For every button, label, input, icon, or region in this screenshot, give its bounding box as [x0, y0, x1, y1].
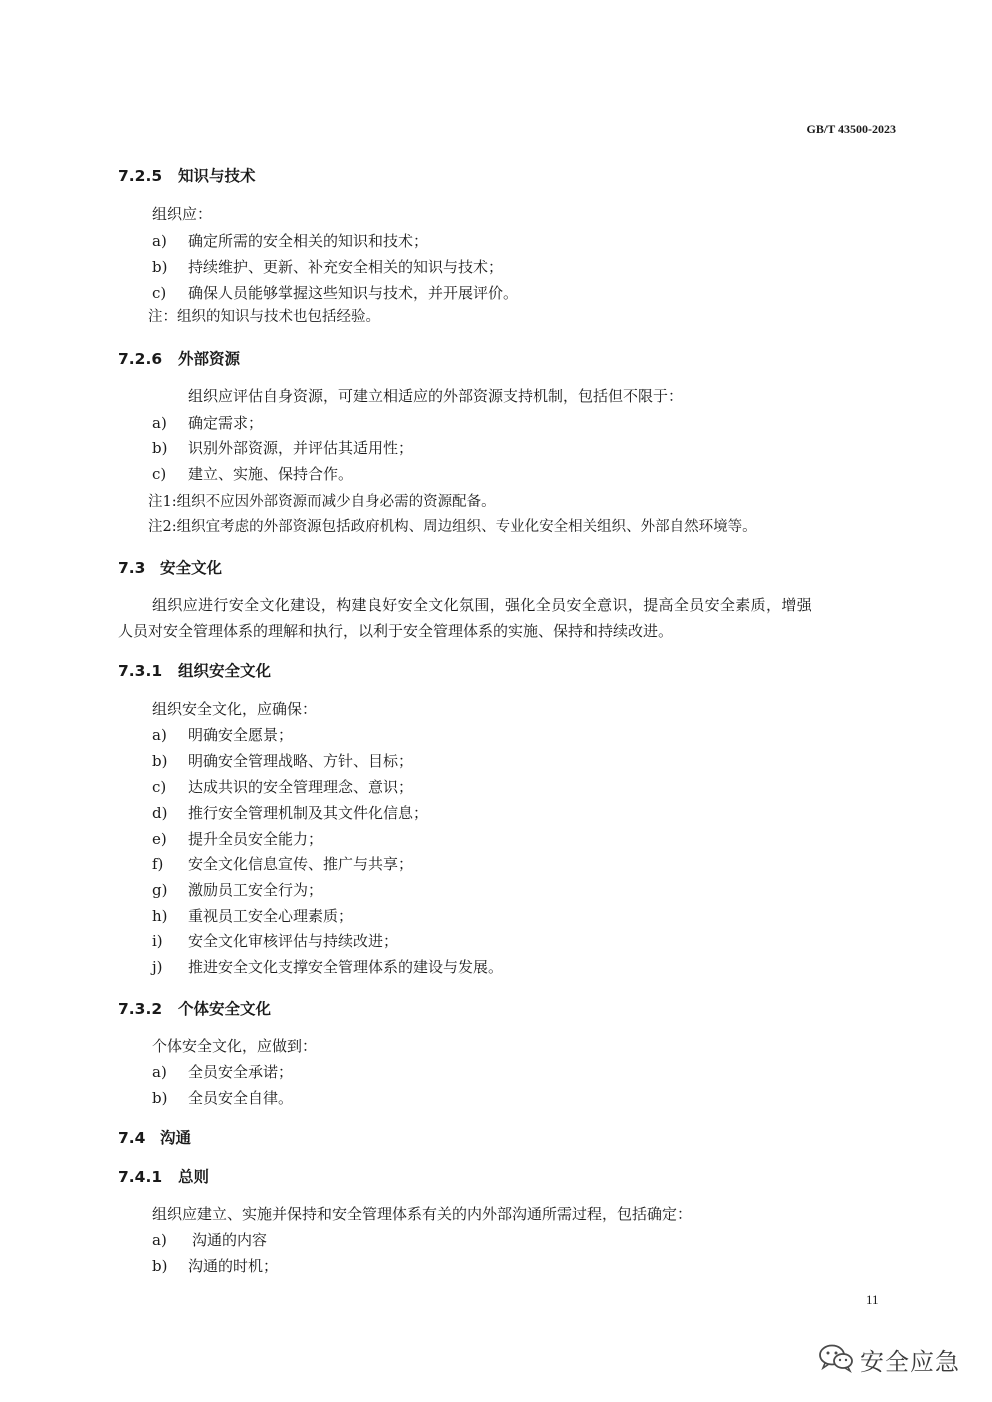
list-text: 明确安全管理战略、方针、目标； — [188, 752, 414, 770]
section-heading-7-4 — [118, 1126, 191, 1148]
list-label: b) — [152, 258, 168, 276]
list-text: 推进安全文化支撑安全管理体系的建设与发展。 — [188, 958, 504, 976]
list-text: 提升全员安全能力； — [188, 830, 324, 848]
list-text: 沟通的时机； — [188, 1257, 279, 1275]
list-item — [152, 776, 413, 797]
list-label: b) — [152, 752, 168, 770]
list-item — [152, 930, 398, 951]
section-number: 7.4.1 — [118, 1168, 163, 1186]
list-text: 全员安全承诺； — [188, 1063, 294, 1081]
list-label: b) — [152, 1257, 168, 1275]
list-label: a) — [152, 1231, 167, 1249]
list-item — [152, 724, 293, 745]
list-item — [152, 879, 323, 900]
list-label: e) — [152, 830, 167, 848]
list-text: 建立、实施、保持合作。 — [188, 465, 354, 483]
list-item — [152, 463, 353, 484]
note: 注2:组织宜考虑的外部资源包括政府机构、周边组织、专业化安全相关组织、外部自然环境等。 — [148, 519, 757, 535]
list-item — [152, 828, 323, 849]
list-text: 推行安全管理机制及其文件化信息； — [188, 804, 429, 822]
list-item — [152, 282, 518, 303]
section-number: 7.3 — [118, 559, 146, 577]
section-number: 7.3.2 — [118, 1000, 163, 1018]
list-label: b) — [152, 1089, 168, 1107]
section-number: 7.2.6 — [118, 350, 163, 368]
section-heading-7-3 — [118, 556, 222, 578]
page-number: 11 — [866, 1292, 879, 1307]
list-item — [152, 1061, 293, 1082]
section-heading-7-3-1 — [118, 659, 271, 681]
section-heading-7-2-5 — [118, 164, 256, 186]
list-label: c) — [152, 284, 167, 302]
list-text: 重视员工安全心理素质； — [188, 907, 354, 925]
paragraph: 人员对安全管理体系的理解和执行，以利于安全管理体系的实施、保持和持续改进。 — [118, 622, 674, 640]
section-title: 沟通 — [160, 1129, 192, 1147]
section-title: 总则 — [178, 1168, 210, 1186]
standard-number: GB/T 43500-2023 — [806, 122, 896, 136]
wechat-icon — [818, 1343, 854, 1377]
list-text: 沟通的内容 — [192, 1231, 268, 1249]
section-heading-7-4-1 — [118, 1165, 209, 1187]
list-label: a) — [152, 414, 167, 432]
list-item — [152, 905, 353, 926]
paragraph: 组织应建立、实施并保持和安全管理体系有关的内外部沟通所需过程，包括确定： — [152, 1205, 693, 1223]
paragraph: 组织应进行安全文化建设，构建良好安全文化氛围，强化全员安全意识，提高全员安全素质，增强 — [152, 596, 813, 614]
list-item — [152, 1229, 267, 1250]
section-title: 安全文化 — [160, 559, 223, 577]
list-item — [152, 230, 428, 251]
section-number: 7.4 — [118, 1129, 146, 1147]
watermark — [818, 1342, 960, 1377]
list-item — [152, 1255, 278, 1276]
list-item — [152, 412, 263, 433]
section-title: 外部资源 — [178, 350, 241, 368]
list-item — [152, 853, 413, 874]
list-text: 全员安全自律。 — [188, 1089, 294, 1107]
section-number: 7.3.1 — [118, 662, 163, 680]
section-title: 个体安全文化 — [178, 1000, 272, 1018]
list-text: 安全文化审核评估与持续改进； — [188, 932, 399, 950]
list-item — [152, 956, 503, 977]
list-label: b) — [152, 439, 168, 457]
list-label: a) — [152, 232, 167, 250]
list-label: a) — [152, 1063, 167, 1081]
list-label: j) — [152, 958, 163, 976]
list-text: 持续维护、更新、补充安全相关的知识与技术； — [188, 258, 504, 276]
note: 注：组织的知识与技术也包括经验。 — [148, 309, 380, 325]
list-text: 确定需求； — [188, 414, 264, 432]
list-label: d) — [152, 804, 168, 822]
section-heading-7-2-6 — [118, 347, 240, 369]
list-text: 达成共识的安全管理理念、意识； — [188, 778, 414, 796]
list-label: c) — [152, 465, 167, 483]
paragraph: 个体安全文化，应做到： — [152, 1037, 318, 1055]
paragraph: 组织应： — [152, 205, 213, 223]
list-text: 明确安全愿景； — [188, 726, 294, 744]
section-title: 知识与技术 — [178, 167, 256, 185]
watermark-text: 安全应急 — [860, 1348, 960, 1376]
section-title: 组织安全文化 — [178, 662, 272, 680]
list-text: 识别外部资源，并评估其适用性； — [188, 439, 414, 457]
list-label: f) — [152, 855, 164, 873]
list-item — [152, 437, 413, 458]
list-label: g) — [152, 881, 168, 899]
list-item — [152, 802, 428, 823]
list-label: i) — [152, 932, 163, 950]
list-item — [152, 1087, 293, 1108]
list-label: c) — [152, 778, 167, 796]
list-item — [152, 256, 503, 277]
list-text: 确保人员能够掌握这些知识与技术，并开展评价。 — [188, 284, 519, 302]
paragraph: 组织安全文化，应确保： — [152, 700, 318, 718]
note: 注1:组织不应因外部资源而减少自身必需的资源配备。 — [148, 494, 496, 510]
paragraph: 组织应评估自身资源，可建立相适应的外部资源支持机制，包括但不限于： — [188, 387, 684, 405]
list-text: 安全文化信息宣传、推广与共享； — [188, 855, 414, 873]
list-text: 激励员工安全行为； — [188, 881, 324, 899]
list-item — [152, 750, 413, 771]
list-label: a) — [152, 726, 167, 744]
list-label: h) — [152, 907, 168, 925]
section-number: 7.2.5 — [118, 167, 163, 185]
section-heading-7-3-2 — [118, 997, 271, 1019]
list-text: 确定所需的安全相关的知识和技术； — [188, 232, 429, 250]
